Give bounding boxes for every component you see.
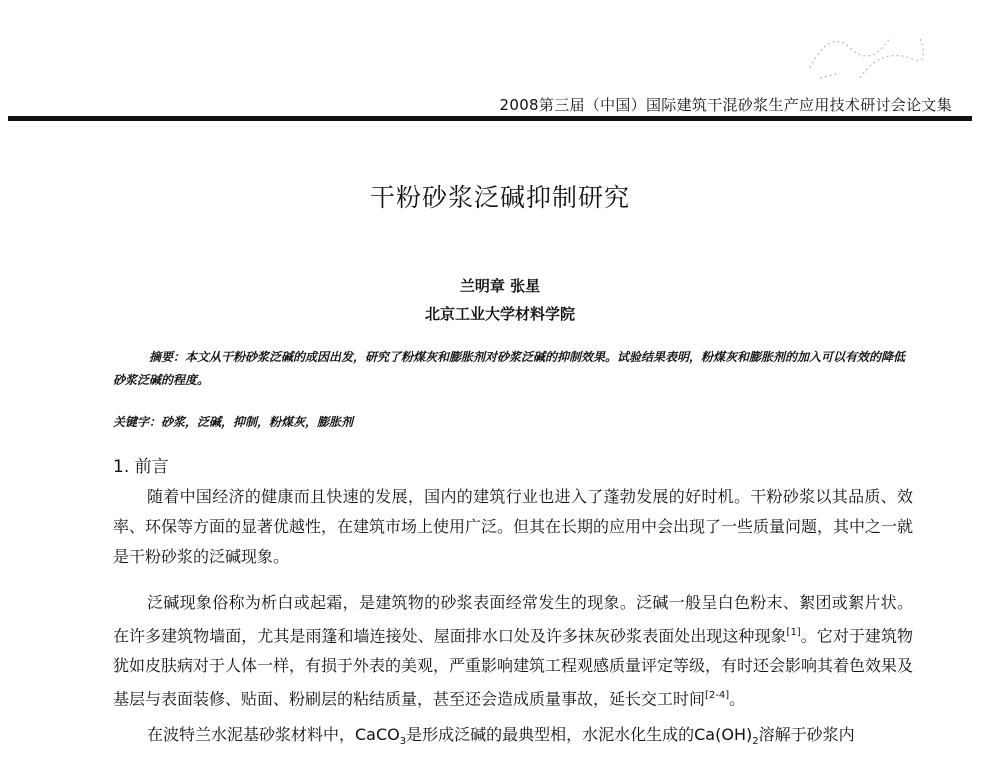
header-rule [8, 116, 972, 121]
text: 。它对于建筑物犹如皮肤病对于人体一样，有损于外表的美观，严重影响建筑工程观感质量评定等级，有时还会影响其着色效果及基层与表面装修、贴面、粉刷层的粘结质量，甚至还会造成质量事故，延长交工时间 [113, 626, 914, 709]
text: 溶解于砂浆内 [758, 725, 855, 744]
citation: [1] [786, 627, 801, 638]
text: 在波特兰水泥基砂浆材料中，CaCO [147, 725, 400, 744]
section-heading: 1. 前言 [113, 457, 169, 477]
authors: 兰明章 张星 [459, 277, 541, 295]
text: 泛碱现象俗称为析白或起霜，是建筑物的砂浆表面经常发生的现象。泛碱一般呈白色粉末、絮团或絮片状。在许多建筑物墙面，尤其是雨篷和墙连接处、屋面排水口处及许多抹灰砂浆表面处出现这种现象 [113, 593, 913, 646]
keywords: 关键字：砂浆，泛碱，抑制，粉煤灰，膨胀剂 [113, 415, 354, 429]
citation: [2-4] [705, 690, 730, 702]
handwritten-mark [790, 18, 940, 88]
running-header: 2008第三届（中国）国际建筑干混砂浆生产应用技术研讨会论文集 [499, 96, 952, 114]
subscript: 2 [752, 736, 759, 748]
text: 。 [729, 689, 746, 709]
paragraph [113, 588, 913, 715]
paragraph: 随着中国经济的健康而且快速的发展，国内的建筑行业也进入了蓬勃发展的好时机。干粉砂浆以其品质、效率、环保等方面的显著优越性，在建筑市场上使用广泛。但其在长期的应用中会出现了一些质量问题，其中之一就是干粉砂浆的泛碱现象。 [113, 487, 914, 566]
paragraph [113, 720, 913, 757]
paper-title: 干粉砂浆泛碱抑制研究 [369, 183, 630, 212]
subscript: 3 [399, 736, 407, 748]
text: 是形成泛碱的最典型相，水泥水化生成的Ca(OH) [406, 725, 753, 744]
affiliation: 北京工业大学材料学院 [424, 305, 575, 323]
abstract: 摘要：本文从干粉砂浆泛碱的成因出发，研究了粉煤灰和膨胀剂对砂浆泛碱的抑制效果。试验结果表明，粉煤灰和膨胀剂的加入可以有效的降低砂浆泛碱的程度。 [113, 350, 906, 387]
